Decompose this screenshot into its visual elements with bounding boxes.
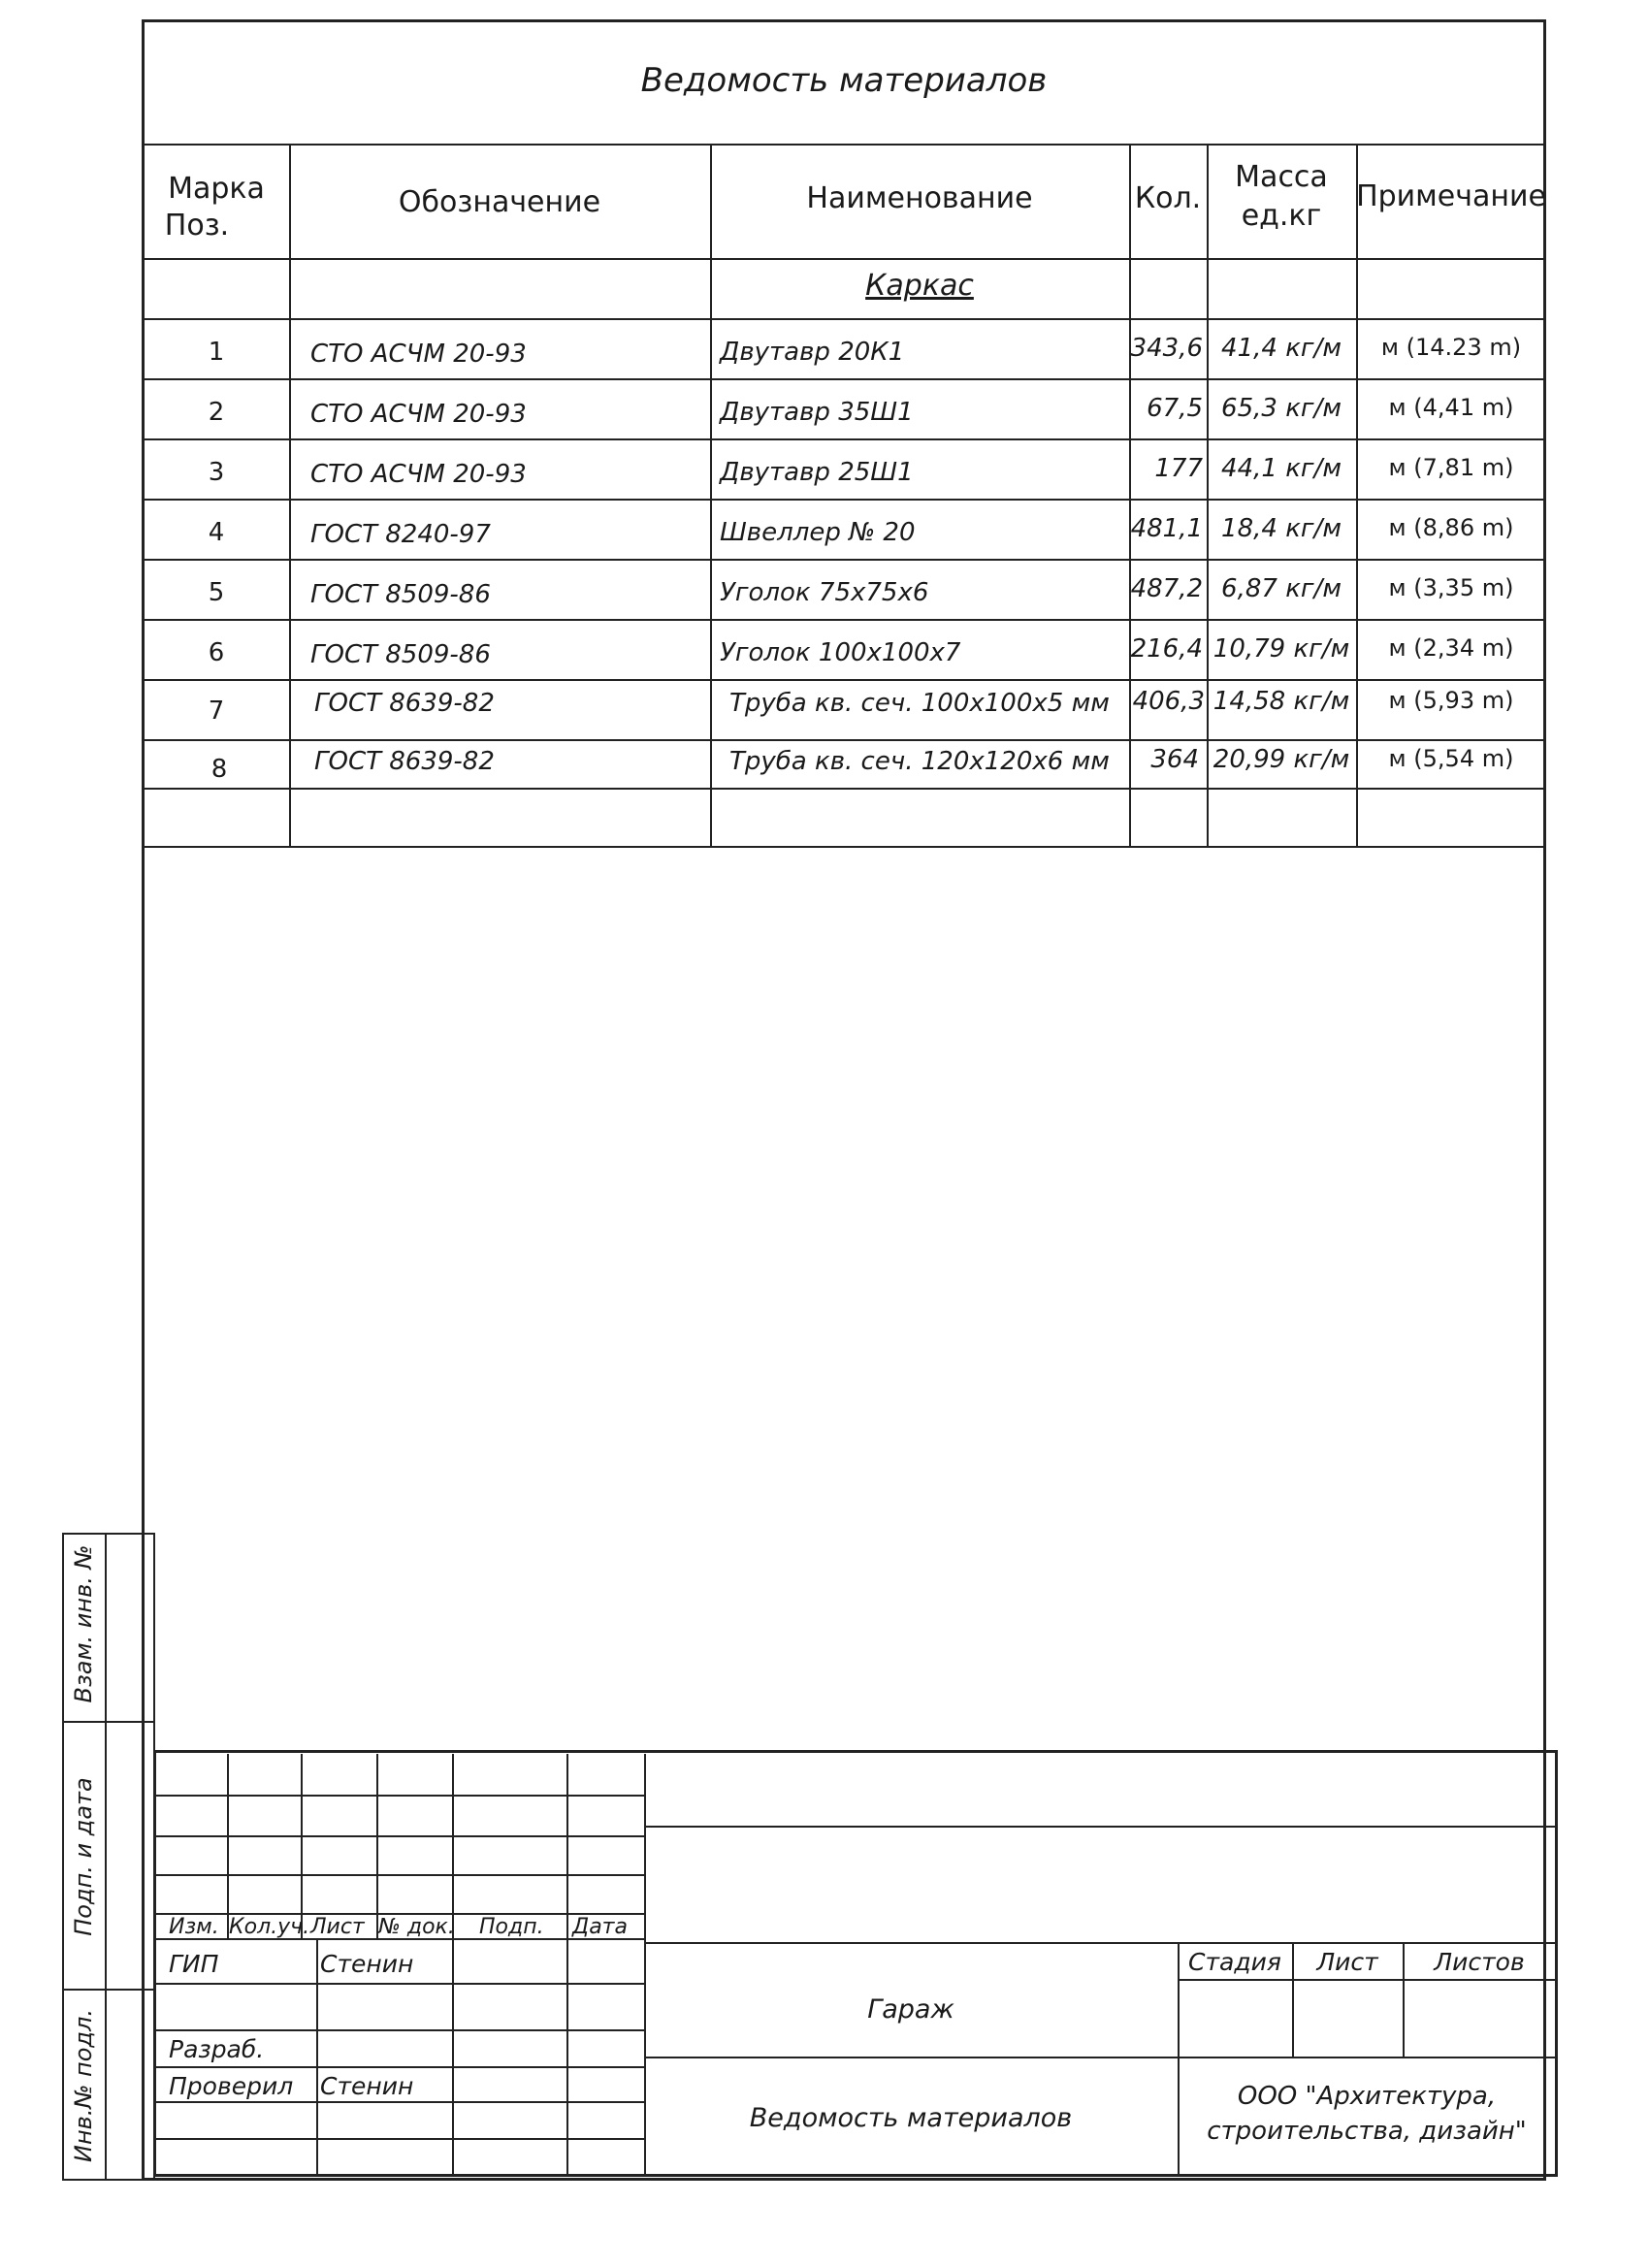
section-row-line <box>142 318 1546 320</box>
section-title: Каркас <box>865 269 974 303</box>
cell-qty: 481,1 <box>1130 514 1203 543</box>
cell-pos: 3 <box>208 458 225 487</box>
tb-gip-role: ГИП <box>169 1950 219 1978</box>
tb-stage-label: Стадия <box>1188 1948 1281 1976</box>
tb-col-4 <box>452 1754 454 2175</box>
tb-row-3 <box>155 1874 644 1876</box>
cell-mass: 6,87 кг/м <box>1221 574 1342 603</box>
tb-company-line2: строительства, дизайн" <box>1207 2117 1527 2146</box>
cell-pos: 5 <box>208 578 225 607</box>
tb-document-name: Ведомость материалов <box>749 2103 1073 2133</box>
cell-name: Уголок 100х100х7 <box>720 638 961 667</box>
row-line-3 <box>142 499 1546 501</box>
tb-header-izm: Изм. <box>169 1915 219 1939</box>
cell-name: Двутавр 25Ш1 <box>720 458 914 487</box>
tb-razrab-role: Разраб. <box>169 2035 265 2063</box>
cell-note: м (2,34 m) <box>1388 634 1514 662</box>
row-line-4 <box>142 559 1546 561</box>
cell-code: ГОСТ 8639-82 <box>314 689 495 718</box>
cell-qty: 487,2 <box>1130 574 1203 603</box>
tb-gip-name: Стенин <box>320 1950 414 1978</box>
tb-header-ndok: № док. <box>378 1915 455 1939</box>
tb-col-5 <box>566 1754 568 2175</box>
document-title: Ведомость материалов <box>640 61 1048 100</box>
header-name: Наименование <box>806 181 1033 215</box>
tb-right-row-1 <box>644 1826 1556 1828</box>
cell-qty: 364 <box>1150 745 1199 774</box>
cell-mass: 10,79 кг/м <box>1212 634 1350 664</box>
tb-object-name: Гараж <box>867 1994 954 2025</box>
tb-header-list: Лист <box>310 1915 365 1939</box>
cell-note: м (8,86 m) <box>1388 514 1514 541</box>
row-line-1 <box>142 378 1546 380</box>
header-mass-line1: Масса <box>1235 160 1328 194</box>
row-line-8 <box>142 788 1546 790</box>
cell-mass: 20,99 кг/м <box>1212 745 1350 774</box>
cell-qty: 406,3 <box>1132 687 1205 716</box>
cell-mass: 44,1 кг/м <box>1221 454 1342 483</box>
cell-note: м (5,93 m) <box>1388 687 1514 714</box>
tb-row-2 <box>155 1835 644 1837</box>
cell-code: СТО АСЧМ 20-93 <box>310 460 527 489</box>
tb-row-1 <box>155 1795 644 1797</box>
header-mark-line2: Поз. <box>164 209 230 243</box>
cell-name: Труба кв. сеч. 120х120х6 мм <box>729 747 1110 776</box>
tb-row-7 <box>155 2029 644 2031</box>
row-line-5 <box>142 619 1546 621</box>
cell-code: ГОСТ 8240-97 <box>310 520 491 549</box>
cell-pos: 4 <box>208 518 225 547</box>
table-bottom-line <box>142 846 1546 848</box>
cell-name: Уголок 75х75х6 <box>720 578 929 607</box>
cell-mass: 18,4 кг/м <box>1221 514 1342 543</box>
side-label-vzam: Взам. инв. № <box>70 1544 97 1703</box>
cell-mass: 65,3 кг/м <box>1221 394 1342 423</box>
tb-header-kol: Кол.уч. <box>229 1915 310 1939</box>
tb-row-10 <box>155 2138 644 2140</box>
cell-mass: 14,58 кг/м <box>1212 687 1350 716</box>
header-designation: Обозначение <box>398 185 601 219</box>
tb-col-1 <box>227 1754 229 1938</box>
row-line-6 <box>142 679 1546 681</box>
header-mark-line1: Марка <box>168 172 265 206</box>
cell-code: ГОСТ 8509-86 <box>310 580 491 609</box>
cell-name: Двутавр 20К1 <box>720 338 905 367</box>
cell-code: ГОСТ 8509-86 <box>310 640 491 669</box>
cell-note: м (5,54 m) <box>1388 745 1514 772</box>
tb-prov-role: Проверил <box>169 2072 294 2100</box>
side-label-inv: Инв.№ подл. <box>70 2009 97 2162</box>
tb-company-line1: ООО "Архитектура, <box>1237 2082 1497 2111</box>
cell-pos: 8 <box>210 755 228 784</box>
tb-col-2 <box>301 1754 303 1938</box>
cell-mass: 41,4 кг/м <box>1221 334 1342 363</box>
cell-pos: 2 <box>208 398 225 427</box>
side-stamp-divider <box>105 1533 107 2181</box>
cell-name: Швеллер № 20 <box>720 518 916 547</box>
tb-header-data: Дата <box>572 1915 628 1939</box>
cell-code: СТО АСЧМ 20-93 <box>310 340 527 369</box>
row-line-2 <box>142 438 1546 440</box>
cell-code: СТО АСЧМ 20-93 <box>310 400 527 429</box>
tb-sheets-label: Листов <box>1434 1948 1525 1976</box>
cell-note: м (3,35 m) <box>1388 574 1514 601</box>
cell-name: Труба кв. сеч. 100х100х5 мм <box>729 689 1110 718</box>
tb-right-row-3 <box>644 2057 1556 2058</box>
cell-pos: 7 <box>208 697 225 726</box>
side-stamp-row-1 <box>62 1721 155 1723</box>
tb-row-6 <box>155 1983 644 1985</box>
tb-right-row-2 <box>644 1942 1556 1944</box>
cell-pos: 6 <box>208 638 225 667</box>
tb-prov-name: Стенин <box>320 2072 414 2100</box>
cell-qty: 177 <box>1154 454 1203 483</box>
title-divider <box>142 144 1546 146</box>
header-note: Примечание <box>1356 179 1546 213</box>
tb-stage-line <box>1178 1979 1556 1981</box>
tb-row-8 <box>155 2066 644 2068</box>
cell-code: ГОСТ 8639-82 <box>314 747 495 776</box>
cell-pos: 1 <box>208 338 225 367</box>
cell-note: м (4,41 m) <box>1388 394 1514 421</box>
header-mass-line2: ед.кг <box>1241 199 1322 233</box>
cell-note: м (14.23 m) <box>1380 334 1522 361</box>
tb-header-podp: Подп. <box>479 1915 544 1939</box>
tb-sheet-label: Лист <box>1316 1948 1378 1976</box>
cell-name: Двутавр 35Ш1 <box>720 398 914 427</box>
cell-note: м (7,81 m) <box>1388 454 1514 481</box>
cell-qty: 67,5 <box>1147 394 1203 423</box>
tb-col-3 <box>376 1754 378 1938</box>
cell-qty: 216,4 <box>1130 634 1203 664</box>
header-qty: Кол. <box>1134 181 1202 215</box>
tb-row-9 <box>155 2101 644 2103</box>
header-row-line <box>142 258 1546 260</box>
cell-qty: 343,6 <box>1130 334 1203 363</box>
side-label-podp: Подп. и дата <box>70 1777 97 1936</box>
row-line-7 <box>142 739 1546 741</box>
